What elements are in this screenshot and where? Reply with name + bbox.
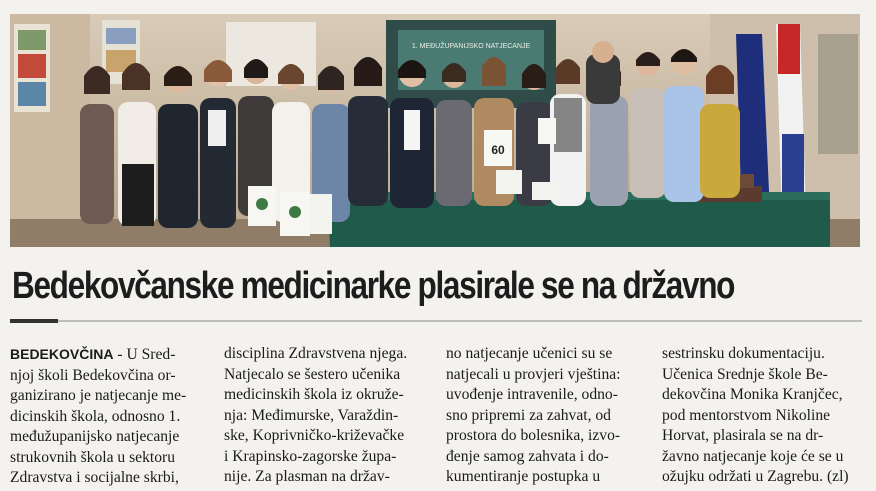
projector-text: 1. MEĐUŽUPANIJSKO NATJECANJE xyxy=(411,43,531,50)
headline: Bedekovčanske medicinarke plasirale se na državno xyxy=(12,265,735,307)
body-line: kumentiranje postupka u xyxy=(446,468,601,485)
body-line: njoj školi Bedekovčina or- xyxy=(10,366,176,384)
body-line: sno pripremi za zahvat, od xyxy=(446,406,611,424)
body-line: Natjecalo se šestero učenika xyxy=(224,365,401,383)
body-line: ožujku održati u Zagrebu. (zl) xyxy=(662,468,849,485)
certificate-number: 60 xyxy=(491,143,505,157)
body-line: nja: Međimurske, Varaždin- xyxy=(224,406,399,424)
body-text: - U Sred- xyxy=(113,346,176,363)
divider xyxy=(10,320,862,322)
column-3 xyxy=(446,344,650,488)
body-line: Zdravstva i socijalne skrbi, xyxy=(10,469,179,486)
column-2 xyxy=(224,344,428,488)
article-body xyxy=(10,344,866,484)
body-line: Učenica Srednje škole Be- xyxy=(662,365,828,383)
body-line: dicinskih škola, odnosno 1. xyxy=(10,407,181,425)
body-line: i Krapinsko-zagorske župa- xyxy=(224,447,397,465)
body-line: ganizirano je natjecanje me- xyxy=(10,387,187,404)
body-line: sestrinsku dokumentaciju. xyxy=(662,345,825,362)
group-photo-illustration xyxy=(10,14,860,247)
body-line: ske, Koprivničko-križevačke xyxy=(224,427,405,444)
body-line: medicinskih škola iz okruže- xyxy=(224,386,404,403)
body-line: žavno natjecanje koje će se u xyxy=(662,447,844,465)
body-line: natjecali u provjeri vještina: xyxy=(446,365,621,383)
body-line: disciplina Zdravstvena njega. xyxy=(224,345,408,362)
column-4 xyxy=(662,344,866,488)
body-line: međužupanijsko natjecanje xyxy=(10,428,180,445)
body-line: uvođenje intravenile, odno- xyxy=(446,386,618,403)
group-photo xyxy=(10,14,860,247)
body-line: no natjecanje učenici su se xyxy=(446,345,613,362)
dateline: BEDEKOVČINA xyxy=(10,346,114,362)
body-line: dekovčina Monika Kranjčec, xyxy=(662,386,843,403)
column-1 xyxy=(10,344,214,489)
body-line: nije. Za plasman na držav- xyxy=(224,468,390,485)
body-line: prostora do bolesnika, izvo- xyxy=(446,427,621,444)
body-line: strukovnih škola u sektoru xyxy=(10,448,176,466)
body-line: đenje samog zahvata i do- xyxy=(446,447,609,465)
body-line: pod mentorstvom Nikoline xyxy=(662,406,831,424)
body-line: Horvat, plasirala se na dr- xyxy=(662,427,824,444)
